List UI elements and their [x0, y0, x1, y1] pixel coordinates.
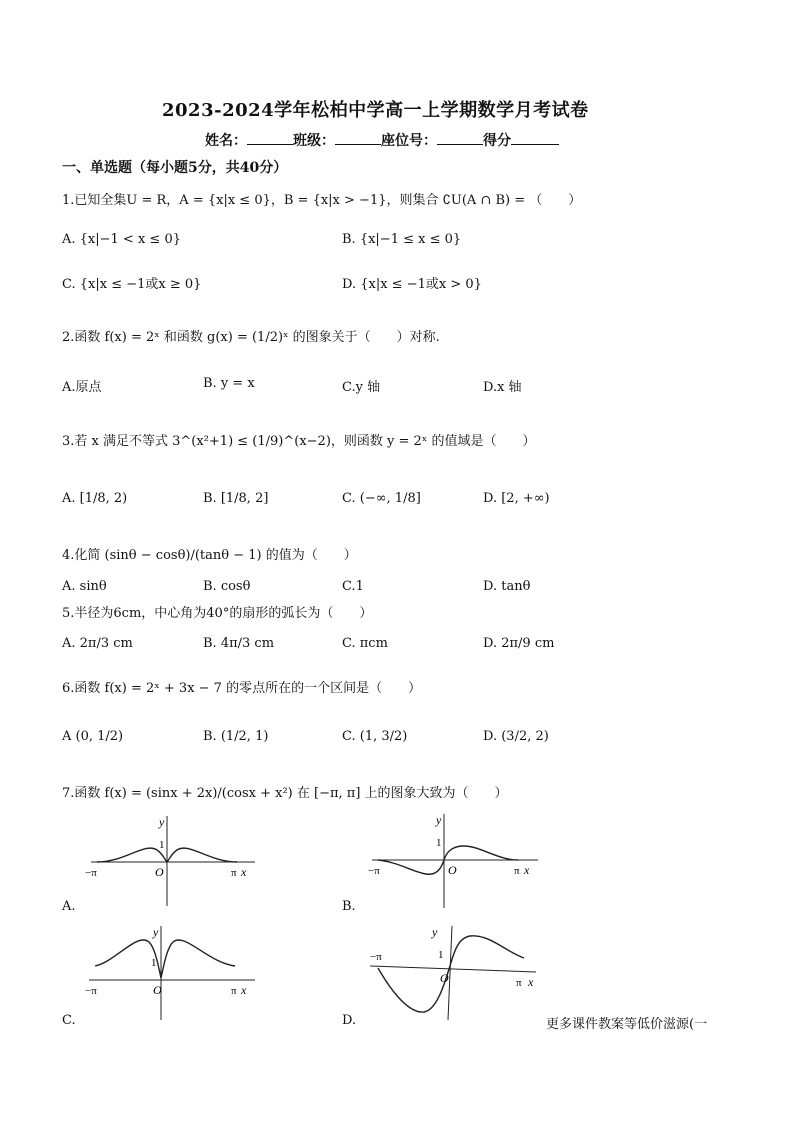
q1-option-d[interactable]: D. {x|x ≤ −1或x > 0} — [342, 277, 482, 292]
q2-option-c[interactable]: C.y 轴 — [342, 380, 381, 395]
q2-stem: 2.函数 f(x) = 2ˣ 和函数 g(x) = (1/2)ˣ 的图象关于（ ）对称. — [62, 330, 440, 345]
graph-c — [85, 922, 260, 1022]
seat-label: 座位号： — [381, 133, 437, 149]
neg-pi-label: −π — [370, 951, 382, 963]
q5-option-d[interactable]: D. 2π/9 cm — [483, 636, 555, 651]
q3-option-c[interactable]: C. (−∞, 1/8] — [342, 491, 421, 506]
q1-option-b[interactable]: B. {x|−1 ≤ x ≤ 0} — [342, 232, 462, 247]
q1-option-c[interactable]: C. {x|x ≤ −1或x ≥ 0} — [62, 277, 202, 292]
q7-stem: 7.函数 f(x) = (sinx + 2x)/(cosx + x²) 在 [−π, π] 上的图象大致为（ ） — [62, 786, 508, 801]
section-title: 一、单选题（每小题5分，共40分） — [62, 160, 288, 176]
x-axis-label: x — [524, 863, 530, 877]
pi-label: π — [231, 867, 237, 879]
score-label: 得分 — [483, 133, 511, 149]
x-axis-label: x — [241, 983, 247, 997]
q5-stem: 5.半径为6cm，中心角为40°的扇形的弧长为（ ） — [62, 606, 373, 621]
q2-option-b[interactable]: B. y = x — [203, 376, 255, 391]
origin-label: O — [448, 863, 457, 877]
q4-option-c[interactable]: C.1 — [342, 579, 364, 594]
q4-stem: 4.化简 (sinθ − cosθ)/(tanθ − 1) 的值为（ ） — [62, 548, 357, 563]
q4-option-d[interactable]: D. tanθ — [483, 579, 531, 594]
q5-option-c[interactable]: C. πcm — [342, 636, 388, 651]
exam-title: 2023-2024学年松柏中学高一上学期数学月考试卷 — [162, 100, 589, 121]
q5-option-a[interactable]: A. 2π/3 cm — [62, 636, 133, 651]
q4-option-b[interactable]: B. cosθ — [203, 579, 251, 594]
q5-option-b[interactable]: B. 4π/3 cm — [203, 636, 275, 651]
q6-option-c[interactable]: C. (1, 3/2) — [342, 729, 408, 744]
class-label: 班级： — [293, 133, 335, 149]
tick-one: 1 — [436, 837, 442, 849]
q6-option-b[interactable]: B. (1/2, 1) — [203, 729, 269, 744]
tick-one: 1 — [438, 949, 444, 961]
x-axis-label: x — [241, 865, 247, 879]
q3-option-a[interactable]: A. [1/8, 2) — [62, 491, 128, 506]
name-blank[interactable] — [247, 132, 293, 145]
score-blank[interactable] — [511, 132, 559, 145]
q2-option-a[interactable]: A.原点 — [62, 380, 102, 395]
graph-a — [85, 812, 260, 908]
q3-option-d[interactable]: D. [2, +∞) — [483, 491, 550, 506]
neg-pi-label: −π — [368, 865, 380, 877]
neg-pi-label: −π — [85, 867, 97, 879]
graph-b — [368, 810, 543, 910]
q3-option-b[interactable]: B. [1/8, 2] — [203, 491, 269, 506]
q1-option-a[interactable]: A. {x|−1 < x ≤ 0} — [62, 232, 181, 247]
q7-option-b[interactable]: B. — [342, 899, 356, 914]
class-blank[interactable] — [335, 132, 381, 145]
q6-option-a[interactable]: A (0, 1/2) — [62, 729, 124, 744]
pi-label: π — [516, 977, 522, 989]
q1-stem: 1.已知全集U = R，A = {x|x ≤ 0}，B = {x|x > −1}，则集合 ∁U(A ∩ B) = （ ） — [62, 193, 582, 208]
origin-label: O — [155, 865, 164, 879]
y-axis-label: y — [432, 925, 438, 939]
q2-option-d[interactable]: D.x 轴 — [483, 380, 522, 395]
neg-pi-label: −π — [85, 985, 97, 997]
origin-label: O — [153, 983, 162, 997]
graph-d — [366, 922, 541, 1022]
x-axis-label: x — [528, 975, 534, 989]
tick-one: 1 — [151, 957, 157, 969]
seat-blank[interactable] — [437, 132, 483, 145]
q7-option-a[interactable]: A. — [62, 899, 76, 914]
y-axis-label: y — [153, 925, 159, 939]
q3-stem: 3.若 x 满足不等式 3^(x²+1) ≤ (1/9)^(x−2)，则函数 y = 2ˣ 的值域是（ ） — [62, 434, 536, 449]
q4-option-a[interactable]: A. sinθ — [62, 579, 107, 594]
info-line — [205, 130, 559, 150]
pi-label: π — [514, 865, 520, 877]
footer-note: 更多课件教案等低价滋源(一 — [546, 1017, 708, 1032]
q6-option-d[interactable]: D. (3/2, 2) — [483, 729, 549, 744]
q7-option-c[interactable]: C. — [62, 1013, 76, 1028]
pi-label: π — [231, 985, 237, 997]
y-axis-label: y — [436, 813, 442, 827]
tick-one: 1 — [159, 839, 165, 851]
q6-stem: 6.函数 f(x) = 2ˣ + 3x − 7 的零点所在的一个区间是（ ） — [62, 681, 422, 696]
origin-label: O — [440, 971, 449, 985]
y-axis-label: y — [159, 815, 165, 829]
q7-option-d[interactable]: D. — [342, 1013, 357, 1028]
name-label: 姓名： — [205, 133, 247, 149]
